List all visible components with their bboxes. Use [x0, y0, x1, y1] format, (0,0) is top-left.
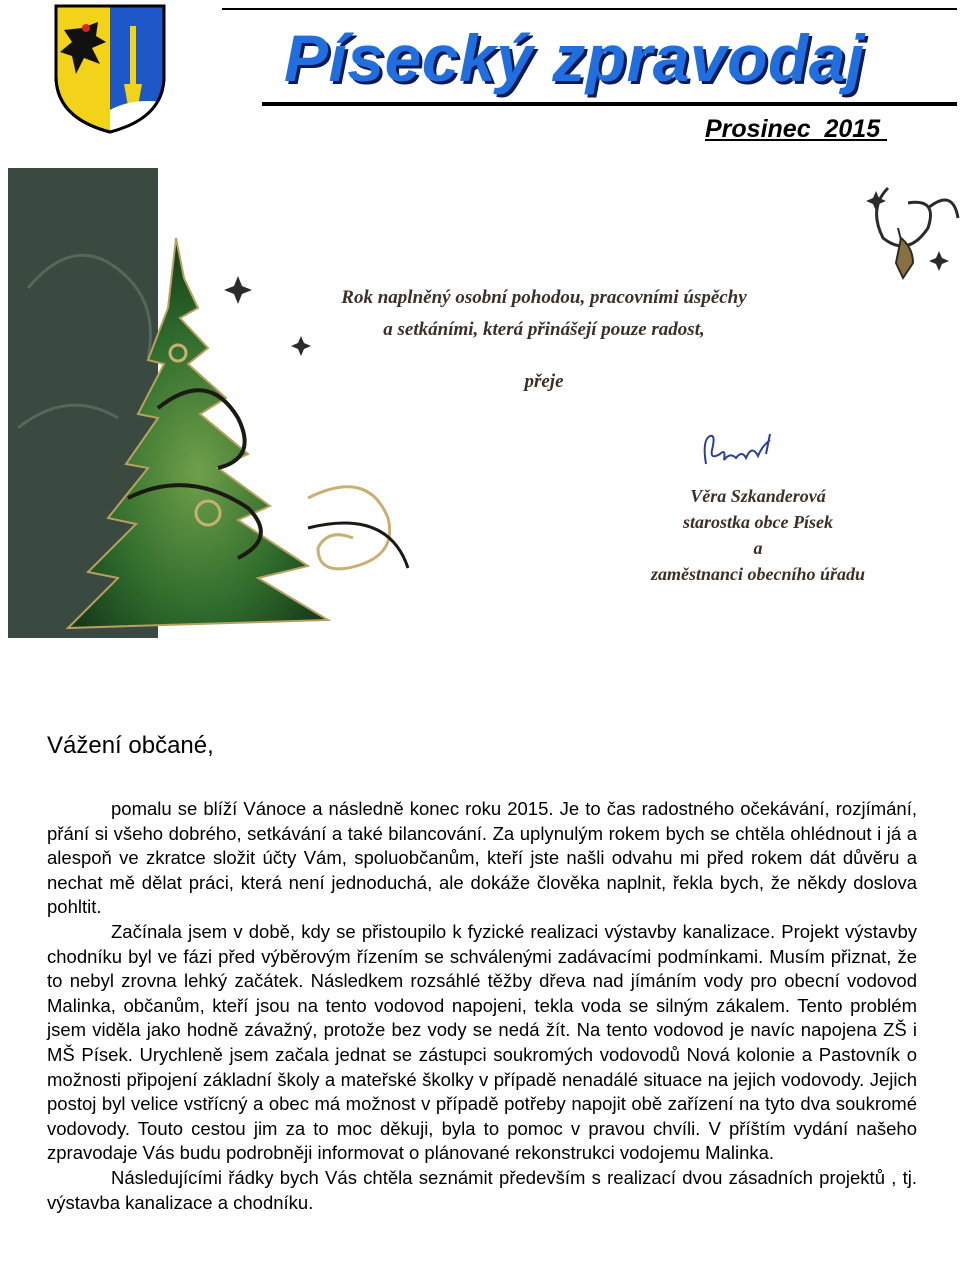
signer-role: starostka obce Písek — [683, 512, 833, 532]
letter-salutation: Vážení občané, — [47, 732, 214, 759]
greeting-wishes: přeje — [524, 371, 564, 392]
signer-conjunction: a — [753, 538, 763, 558]
newsletter-title: Písecký zpravodaj — [284, 21, 865, 95]
handwritten-signature — [700, 430, 780, 470]
signer-name: Věra Szkanderová — [690, 486, 826, 506]
greeting-line-2: a setkáními, která přinášejí pouze radost, — [383, 319, 705, 340]
christmas-greeting-card — [8, 168, 960, 638]
greeting-line-1: Rok naplněný osobní pohodou, pracovními úspěchy — [341, 287, 747, 308]
letter-paragraph: Začínala jsem v době, kdy se přistoupilo k fyzické realizaci výstavby kanalizace. Projekt výstavby chodníku byl ve fázi před výběrovým řízením se schválenými zadávacími podmínkami. Musím přiznat, že to nebyl zrovna lehký začátek. Následkem rozsáhlé těžby dřeva nad jímáním vody pro obecní vodovod Malinka, občanům, kteří jsou na tento vodovod napojeni, tekla voda se silným zákalem. Tento problém jsem viděla jako hodně závažný, protože bez vody se nedá žít. Na tento vodovod je navíc napojena ZŠ i MŠ Písek. Urychleně jsem začala jednat se zástupci soukromých vodovodů Nová kolonie a Pastovník o možnosti připojení základní školy a mateřské školky v případě nenadálé situace na jejich vodovody. Jejich postoj byl velice vstřícný a obec má možnost v případě potřeby napojit obě zařízení na tyto dva soukromé vodovody. Touto cestou jim za to moc děkuji, byla to pomoc v pravou chvíli. V příštím vydání našeho zpravodaje Vás budu podrobněji informovat o plánované rekonstrukci vodojemu Malinka. — [47, 920, 917, 1164]
coat-of-arms-logo — [52, 2, 168, 134]
letter-paragraph: pomalu se blíží Vánoce a následně konec roku 2015. Je to čas radostného očekávání, rozjímání, přání si všeho dobrého, setkávání a také bilancování. Za uplynulým rokem bych se chtěla ohlédnout i já a alespoň ve zkratce složit účty Vám, spoluobčanům, kteří jste našli odvahu mi před rokem dát důvěru a nechat mě dělat práci, která není jednoduchá, ale dokáže člověka naplnit, řekla bych, že někdy doslova pohltit. — [47, 798, 917, 918]
letter-body — [47, 797, 917, 1215]
signer-staff: zaměstnanci obecního úřadu — [650, 564, 866, 584]
letter-paragraph: Následujícími řádky bych Vás chtěla seznámit především s realizací dvou zásadních projektů , tj. výstavba kanalizace a chodníku. — [47, 1166, 917, 1213]
header-rule-top — [222, 8, 957, 10]
issue-date: Prosinec 2015 — [705, 115, 888, 143]
header-rule-bottom — [262, 102, 957, 106]
